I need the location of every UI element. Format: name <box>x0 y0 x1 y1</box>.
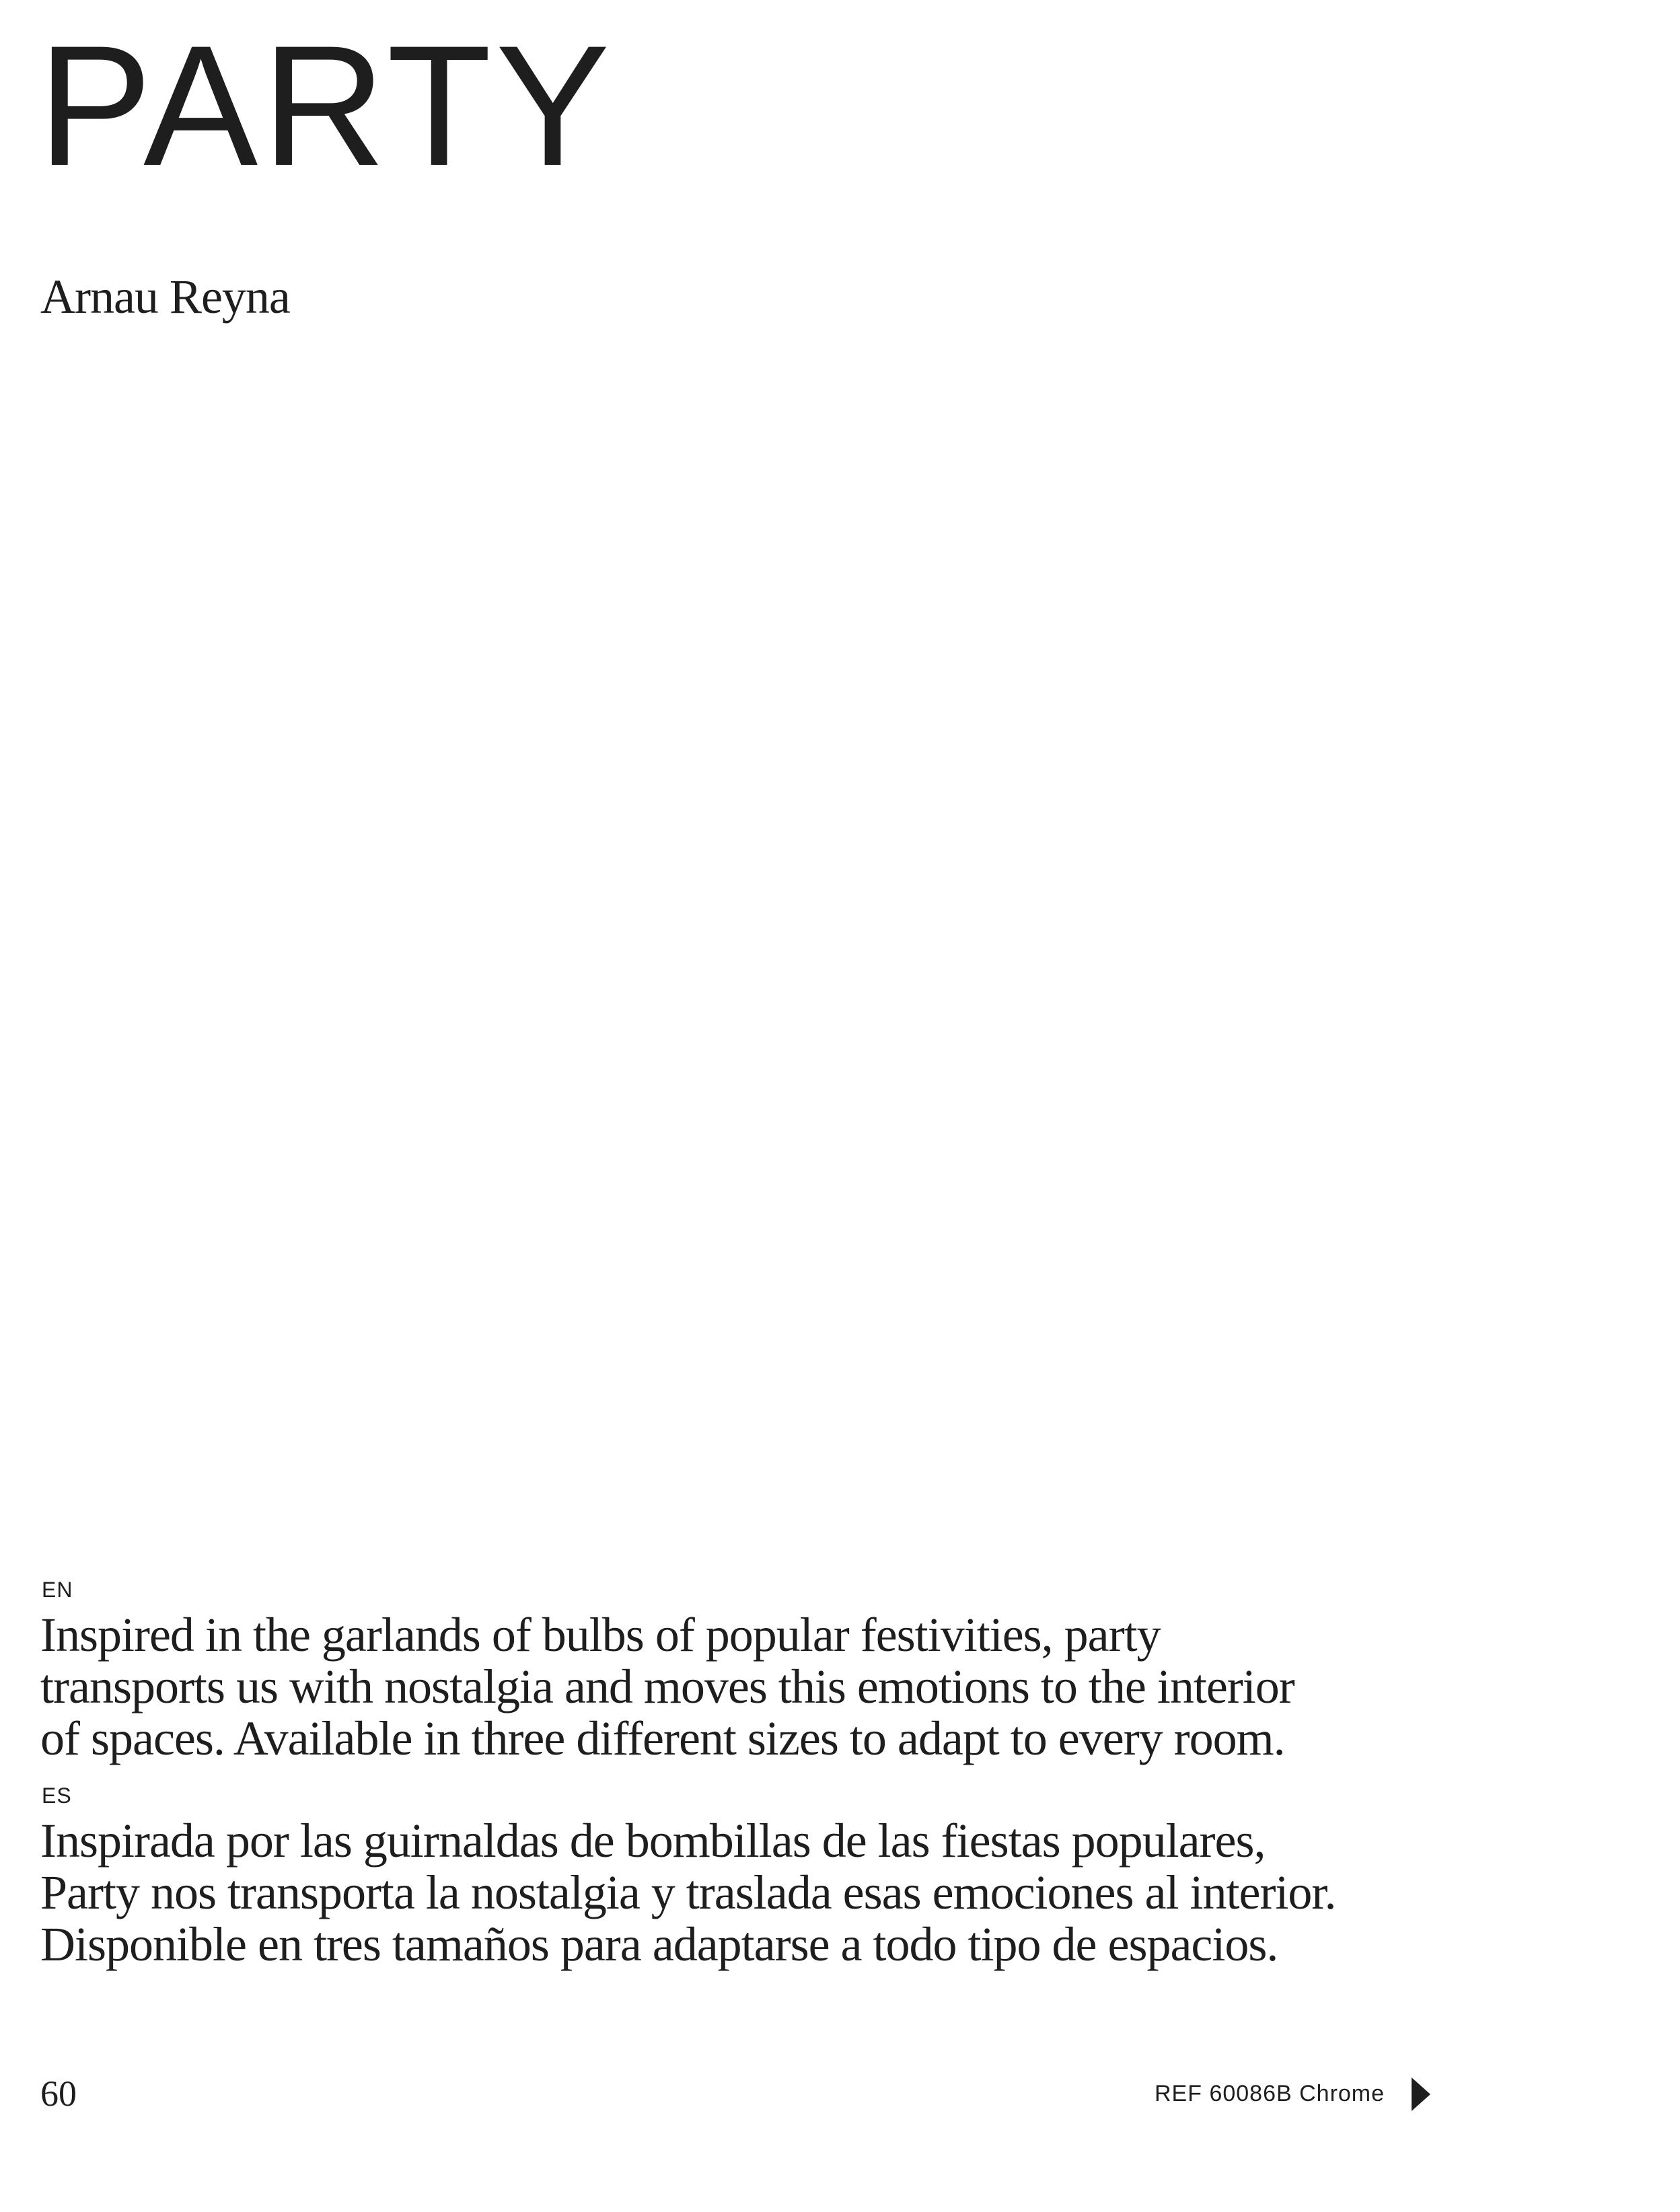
language-label-en: EN <box>42 1578 73 1602</box>
triangle-right-icon[interactable] <box>1412 2077 1430 2111</box>
product-reference: REF 60086B Chrome <box>1155 2081 1385 2106</box>
description-en: Inspired in the garlands of bulbs of popular festivities, party transports us with nostalgia and moves this emotions to the interior of spaces. Available in three different sizes to adapt to every room. <box>40 1608 1294 1765</box>
language-label-es: ES <box>42 1783 72 1808</box>
page-number: 60 <box>40 2073 77 2114</box>
description-es: Inspirada por las guirnaldas de bombillas de las fiestas populares, Party nos transporta la nostalgia y traslada esas emociones al interior. Disponible en tres tamaños para adaptarse a todo tipo de espacios. <box>40 1814 1336 1971</box>
page-title: PARTY <box>38 10 614 202</box>
designer-name: Arnau Reyna <box>40 270 290 324</box>
